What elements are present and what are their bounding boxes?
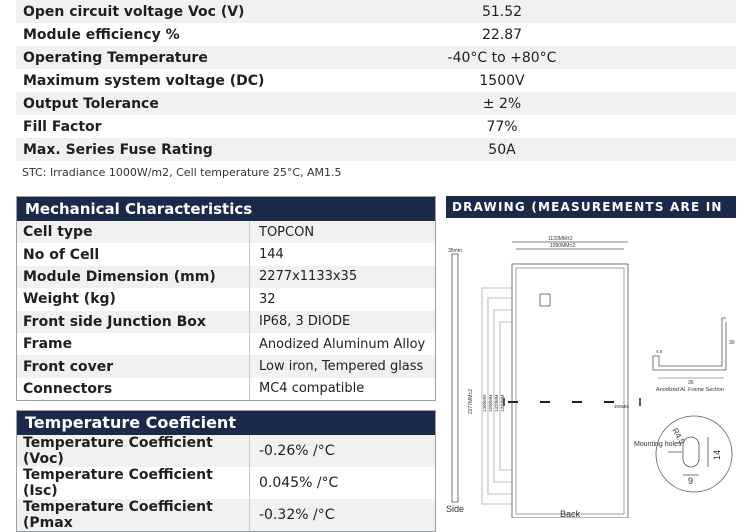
electrical-row <box>16 92 736 115</box>
mechanical-row <box>17 355 435 377</box>
row-label: Connectors <box>17 378 250 400</box>
row-value: 144 <box>250 243 436 265</box>
row-label: Temperature Coefficient (Pmax <box>17 499 250 531</box>
temperature-table <box>17 435 435 531</box>
row-value: 0.045% /°C <box>250 467 436 499</box>
electrical-row <box>16 23 736 46</box>
frame-width-label: 35 <box>688 380 694 386</box>
side-dim-label-1: 1400MM <box>482 394 487 412</box>
row-value: TOPCON <box>250 221 436 243</box>
row-value: 51.52 <box>268 0 736 23</box>
row-value: 2277x1133x35 <box>250 266 436 288</box>
row-label: Temperature Coefficient (Voc) <box>17 435 250 467</box>
side-label: Side <box>446 504 465 514</box>
electrical-table <box>16 0 736 161</box>
row-label: Max. Series Fuse Rating <box>16 138 268 161</box>
row-label: Module efficiency % <box>16 23 268 46</box>
row-value: MC4 compatible <box>250 378 436 400</box>
row-value: -0.32% /°C <box>250 499 436 531</box>
mechanical-section <box>16 196 436 401</box>
electrical-row <box>16 115 736 138</box>
side-dim-label-2: 1600MM <box>488 394 493 412</box>
cable-length-label: 300MM <box>614 404 630 409</box>
row-label: Operating Temperature <box>16 46 268 69</box>
row-value: 50A <box>268 138 736 161</box>
row-value: Low iron, Tempered glass <box>250 355 436 377</box>
stc-note: STC: Irradiance 1000W/m2, Cell temperature 25°C, AM1.5 <box>22 166 342 179</box>
row-value: -0.26% /°C <box>250 435 436 467</box>
mechanical-row <box>17 221 435 243</box>
row-value: ± 2% <box>268 92 736 115</box>
frame-height-label: 30 <box>729 340 735 346</box>
row-label: Maximum system voltage (DC) <box>16 69 268 92</box>
electrical-row <box>16 138 736 161</box>
row-label: Output Tolerance <box>16 92 268 115</box>
row-value: IP68, 3 DIODE <box>250 311 436 333</box>
mounting-holes-label: Mounting holes <box>634 441 682 448</box>
back-view-outline <box>512 264 628 518</box>
temperature-row <box>17 467 435 499</box>
outer-width-dim-label: 1133MM±2 <box>548 236 573 242</box>
back-view-inner <box>516 268 624 514</box>
frame-section-label: Anodized Al. Frame Section <box>656 387 724 393</box>
row-label: Temperature Coefficient (Isc) <box>17 467 250 499</box>
side-dim-label-3: 1420MM <box>494 394 499 412</box>
mechanical-row <box>17 378 435 400</box>
row-label: Fill Factor <box>16 115 268 138</box>
row-label: No of Cell <box>17 243 250 265</box>
mechanical-row <box>17 243 435 265</box>
thickness-dim-label: 35mm <box>448 248 462 254</box>
side-dim-label-4: 1320MM <box>500 394 505 412</box>
height-dim-label: 2277MM±2 <box>468 389 474 414</box>
drawing-section <box>446 196 736 518</box>
hole-height-label: 14 <box>712 449 722 460</box>
row-value: 1500V <box>268 69 736 92</box>
row-label: Front cover <box>17 355 250 377</box>
row-value: 32 <box>250 288 436 310</box>
mechanical-row <box>17 333 435 355</box>
row-value: -40°C to +80°C <box>268 46 736 69</box>
row-value: 22.87 <box>268 23 736 46</box>
electrical-row <box>16 46 736 69</box>
mechanical-row <box>17 266 435 288</box>
mechanical-table <box>17 221 435 400</box>
temperature-title: Temperature Coeficient <box>17 411 435 435</box>
temperature-row <box>17 499 435 531</box>
frame-section-inner <box>653 322 726 370</box>
back-label: Back <box>560 509 581 518</box>
frame-section-outline <box>659 318 726 366</box>
temperature-section <box>16 410 436 532</box>
row-label: Cell type <box>17 221 250 243</box>
row-label: Weight (kg) <box>17 288 250 310</box>
frame-lip-label: 4.5 <box>656 349 663 354</box>
radius-label: R4.5 <box>670 426 687 446</box>
mechanical-title: Mechanical Characteristics <box>17 197 435 221</box>
drawing-title: DRAWING (MEASUREMENTS ARE IN MM) <box>446 196 736 218</box>
module-drawing <box>446 218 736 518</box>
temperature-row <box>17 435 435 467</box>
row-value: 77% <box>268 115 736 138</box>
mechanical-row <box>17 311 435 333</box>
row-value: Anodized Aluminum Alloy <box>250 333 436 355</box>
junction-box <box>540 294 550 306</box>
row-label: Front side Junction Box <box>17 311 250 333</box>
row-label: Open circuit voltage Voc (V) <box>16 0 268 23</box>
mechanical-row <box>17 288 435 310</box>
side-view-outline <box>452 254 458 502</box>
electrical-row <box>16 0 736 23</box>
inner-width-dim-label: 1090MM±2 <box>550 243 575 249</box>
electrical-row <box>16 69 736 92</box>
row-label: Frame <box>17 333 250 355</box>
row-label: Module Dimension (mm) <box>17 266 250 288</box>
hole-width-label: 9 <box>688 476 694 486</box>
